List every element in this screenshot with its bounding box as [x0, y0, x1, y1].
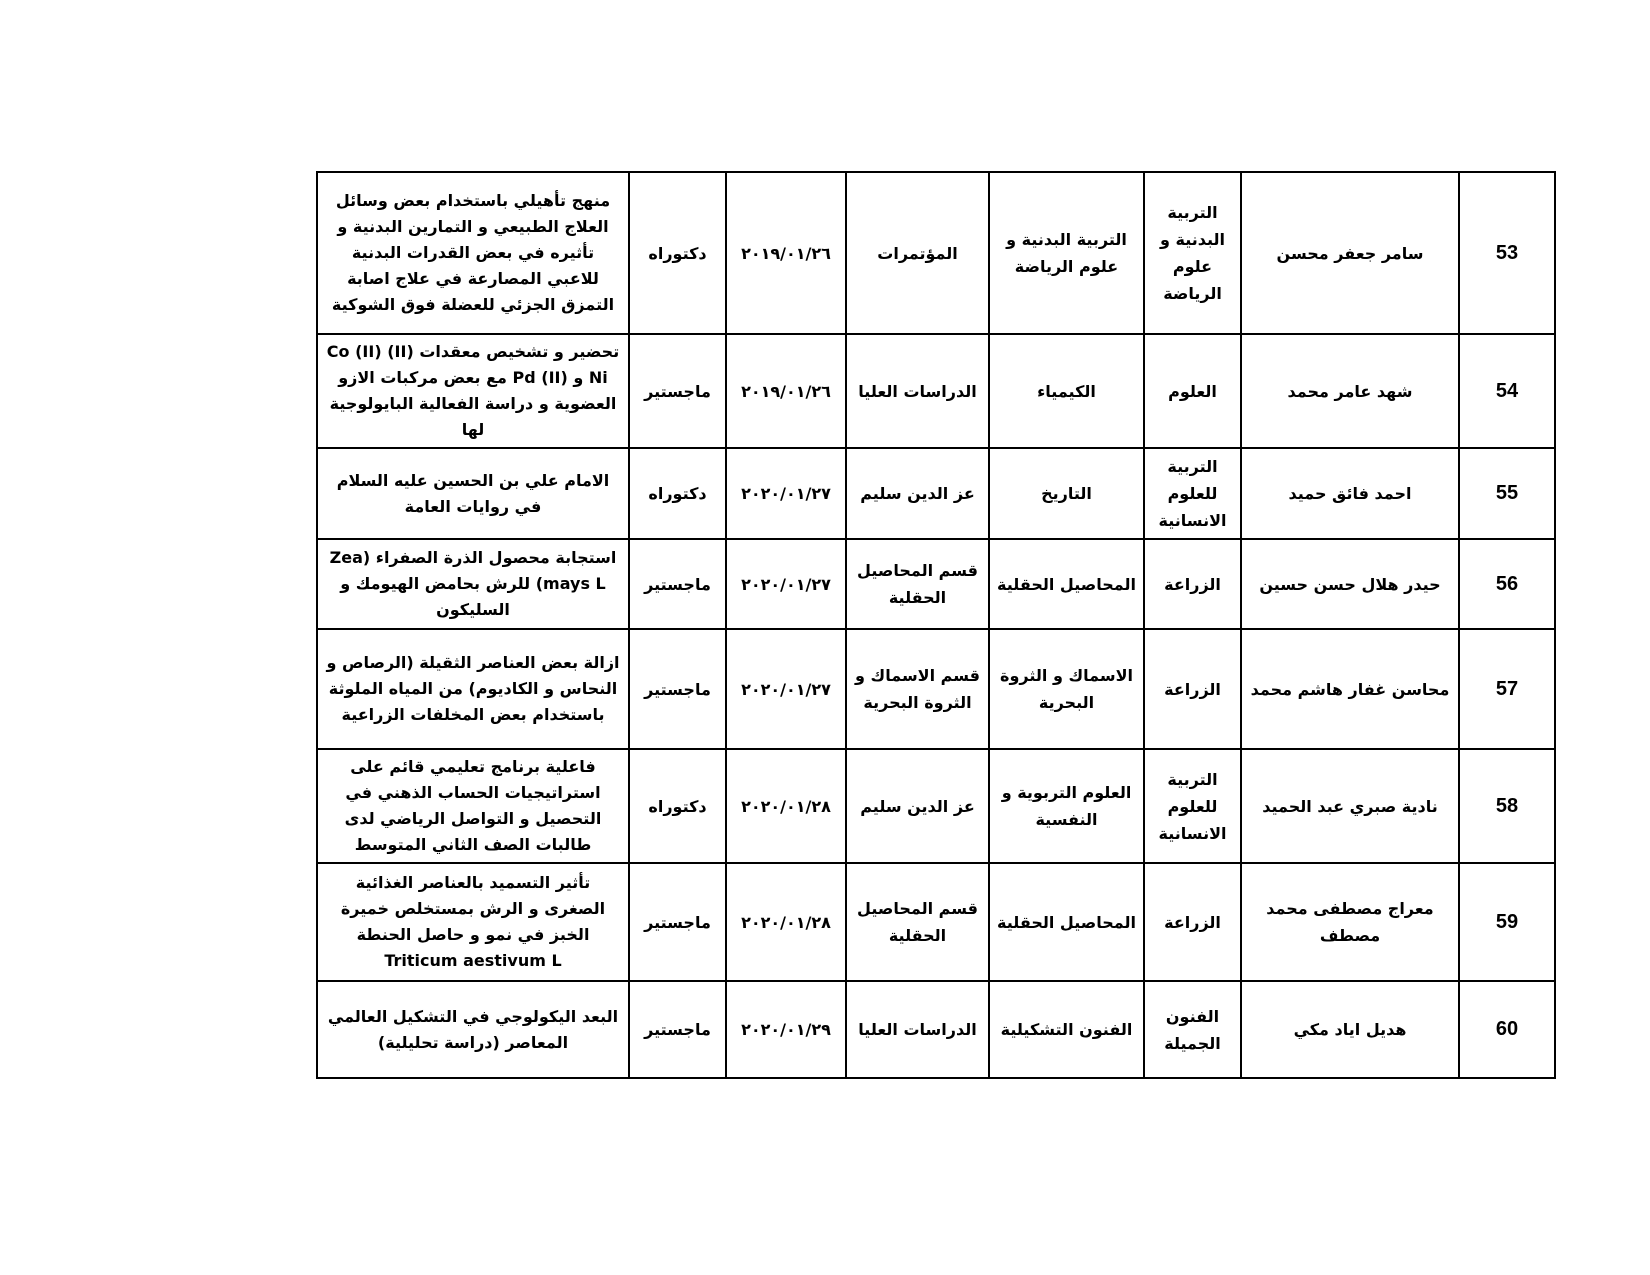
college-name: الزراعة — [1144, 539, 1241, 629]
discussion-hall: قسم المحاصيل الحقلية — [846, 863, 989, 981]
row-number: 56 — [1459, 539, 1555, 629]
table-row — [317, 334, 1555, 448]
department-name: الكيمياء — [989, 334, 1144, 448]
college-name: الزراعة — [1144, 863, 1241, 981]
degree-type: ماجستير — [629, 539, 726, 629]
student-name: احمد فائق حميد — [1241, 448, 1459, 539]
row-number: 53 — [1459, 172, 1555, 334]
college-name: الزراعة — [1144, 629, 1241, 749]
thesis-title: البعد اليكولوجي في التشكيل العالمي المعاصر (دراسة تحليلية) — [317, 981, 629, 1078]
row-number: 54 — [1459, 334, 1555, 448]
student-name: محاسن غفار هاشم محمد — [1241, 629, 1459, 749]
student-name: شهد عامر محمد — [1241, 334, 1459, 448]
table-row — [317, 629, 1555, 749]
discussion-hall: قسم الاسماك و الثروة البحرية — [846, 629, 989, 749]
discussion-hall: المؤتمرات — [846, 172, 989, 334]
table-row — [317, 749, 1555, 863]
student-name: حيدر هلال حسن حسين — [1241, 539, 1459, 629]
discussion-date: ٢٠٢٠/٠١/٢٨ — [726, 863, 846, 981]
discussion-hall: الدراسات العليا — [846, 334, 989, 448]
student-name: سامر جعفر محسن — [1241, 172, 1459, 334]
college-name: التربية للعلوم الانسانية — [1144, 448, 1241, 539]
thesis-title: تحضير و تشخيص معقدات (II) Co (II) Ni و Pd (II) مع بعض مركبات الازو العضوية و دراسة الفعالية البايولوجية لها — [317, 334, 629, 448]
degree-type: ماجستير — [629, 863, 726, 981]
table-row — [317, 981, 1555, 1078]
thesis-title: تأثير التسميد بالعناصر الغذائية الصغرى و الرش بمستخلص خميرة الخبز في نمو و حاصل الحنطة Triticum aestivum L — [317, 863, 629, 981]
table-row — [317, 863, 1555, 981]
department-name: الفنون التشكيلية — [989, 981, 1144, 1078]
table-row — [317, 539, 1555, 629]
discussion-hall: قسم المحاصيل الحقلية — [846, 539, 989, 629]
degree-type: ماجستير — [629, 981, 726, 1078]
degree-type: ماجستير — [629, 629, 726, 749]
row-number: 55 — [1459, 448, 1555, 539]
student-name: نادية صبري عبد الحميد — [1241, 749, 1459, 863]
row-number: 58 — [1459, 749, 1555, 863]
department-name: المحاصيل الحقلية — [989, 539, 1144, 629]
department-name: التاريخ — [989, 448, 1144, 539]
degree-type: دكتوراه — [629, 172, 726, 334]
thesis-title: استجابة محصول الذرة الصفراء (Zea mays L) للرش بحامض الهيومك و السليكون — [317, 539, 629, 629]
discussion-date: ٢٠١٩/٠١/٢٦ — [726, 334, 846, 448]
row-number: 60 — [1459, 981, 1555, 1078]
department-name: العلوم التربوية و النفسية — [989, 749, 1144, 863]
discussion-date: ٢٠٢٠/٠١/٢٩ — [726, 981, 846, 1078]
thesis-title: منهج تأهيلي باستخدام بعض وسائل العلاج الطبيعي و التمارين البدنية و تأثيره في بعض القدرات البدنية للاعبي المصارعة في علاج اصابة التمزق الجزئي للعضلة فوق الشوكية — [317, 172, 629, 334]
row-number: 57 — [1459, 629, 1555, 749]
college-name: التربية البدنية و علوم الرياضة — [1144, 172, 1241, 334]
department-name: الاسماك و الثروة البحرية — [989, 629, 1144, 749]
discussion-hall: عز الدين سليم — [846, 749, 989, 863]
discussion-date: ٢٠٢٠/٠١/٢٧ — [726, 448, 846, 539]
row-number: 59 — [1459, 863, 1555, 981]
discussion-hall: عز الدين سليم — [846, 448, 989, 539]
college-name: العلوم — [1144, 334, 1241, 448]
college-name: الفنون الجميلة — [1144, 981, 1241, 1078]
student-name: معراج مصطفى محمد مصطف — [1241, 863, 1459, 981]
department-name: المحاصيل الحقلية — [989, 863, 1144, 981]
college-name: التربية للعلوم الانسانية — [1144, 749, 1241, 863]
table-row — [317, 172, 1555, 334]
discussion-date: ٢٠١٩/٠١/٢٦ — [726, 172, 846, 334]
thesis-title: ازالة بعض العناصر الثقيلة (الرصاص و النحاس و الكاديوم) من المياه الملوثة باستخدام بعض المخلفات الزراعية — [317, 629, 629, 749]
degree-type: دكتوراه — [629, 448, 726, 539]
department-name: التربية البدنية و علوم الرياضة — [989, 172, 1144, 334]
discussion-hall: الدراسات العليا — [846, 981, 989, 1078]
thesis-title: فاعلية برنامج تعليمي قائم على استراتيجيات الحساب الذهني في التحصيل و التواصل الرياضي لدى طالبات الصف الثاني المتوسط — [317, 749, 629, 863]
student-name: هديل اياد مكي — [1241, 981, 1459, 1078]
degree-type: دكتوراه — [629, 749, 726, 863]
discussion-date: ٢٠٢٠/٠١/٢٧ — [726, 629, 846, 749]
discussion-date: ٢٠٢٠/٠١/٢٨ — [726, 749, 846, 863]
thesis-title: الامام علي بن الحسين عليه السلام في روايات العامة — [317, 448, 629, 539]
degree-type: ماجستير — [629, 334, 726, 448]
records-table — [316, 171, 1556, 1079]
discussion-date: ٢٠٢٠/٠١/٢٧ — [726, 539, 846, 629]
table-row — [317, 448, 1555, 539]
